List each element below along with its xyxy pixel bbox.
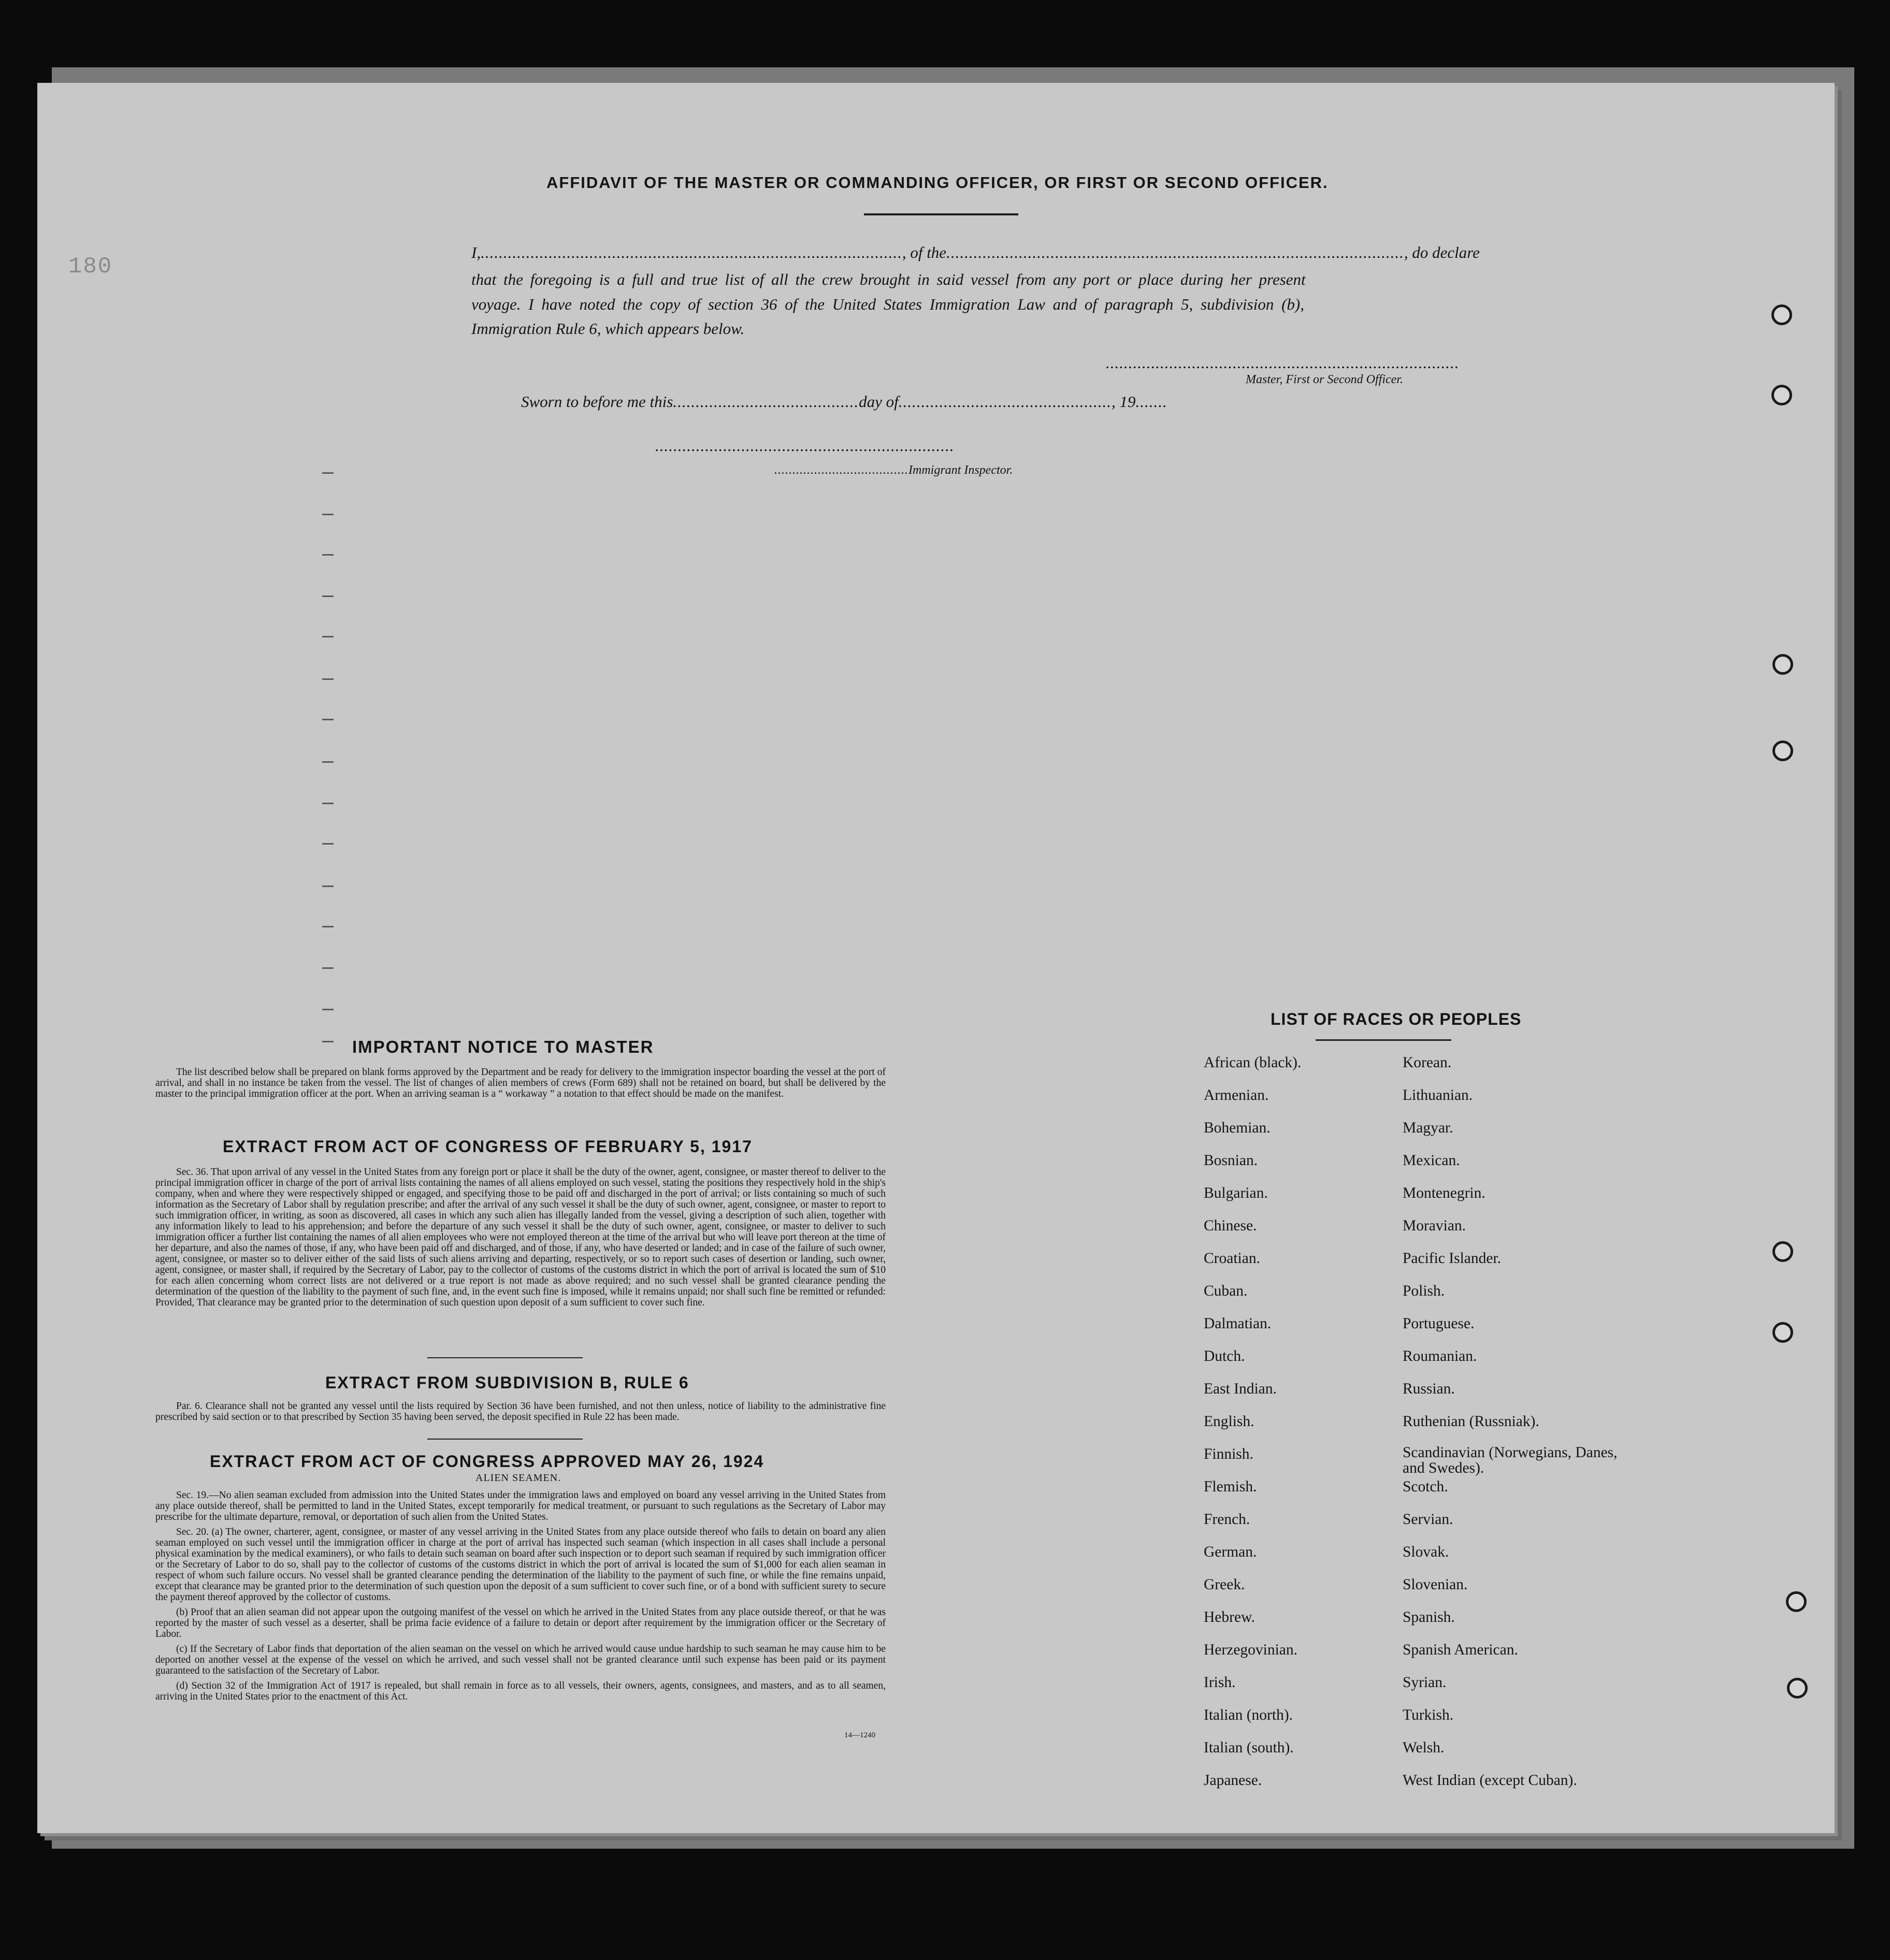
sworn-month-dotted-field: ............................................... xyxy=(898,393,1112,411)
sworn-line xyxy=(521,393,1167,411)
notice-paragraph xyxy=(155,1067,886,1099)
section-divider xyxy=(427,1357,583,1358)
race-item: Japanese. xyxy=(1204,1772,1262,1789)
race-item: Greek. xyxy=(1204,1576,1245,1593)
race-item: Magyar. xyxy=(1403,1120,1453,1136)
section-36-text: Sec. 36. That upon arrival of any vessel in the United States from any foreign port or place it shall be the duty of the owner, agent, consignee, or master thereof to deliver to the principal immigration officer in charge of the port of arrival lists containing the names of all aliens employed on such vessel, stating the positions they respectively hold in the ship's company, when and where they were respectively shipped or engaged, and specifying those to be paid off and discharged in the port of arrival; or lists containing so much of such information as the Secretary of Labor shall by regulation prescribe; and after the arrival of any such vessel it shall be the duty of such owner, agent, consignee, or master to report to such immigration officer, in writing, as soon as discovered, all cases in which any such alien has illegally landed from the vessel, giving a description of such alien, together with any information likely to lead to his apprehension; and before the departure of any such vessel it shall be the duty of such owner, agent, consignee, or master to deliver to such immigration officer a further list containing the names of all alien employees who were not employed thereon at the time of the arrival but who will leave port thereon at the time of her departure, and also the names of those, if any, who have been paid off and discharged, and of those, if any, who have deserted or landed; and in case of the failure of such owner, agent, consignee, or master so to deliver either of the said lists of such aliens arriving and departing, respectively, or so to report such cases of desertion or landing, such owner, agent, consignee, or master shall, if required by the Secretary of Labor, pay to the collector of customs of the customs district in which the port of arrival is located the sum of $10 for each alien concerning whom correct lists are not delivered or a true report is not made as above required; and no such vessel shall be granted clearance pending the determination of the question of the liability to the payment of such fine, and, in the event such fine is imposed, while it remains unpaid; nor shall such fine be remitted or refunded: Provided, That clearance may be granted prior to the determination of such question upon deposit of a sum sufficient to cover such fine. xyxy=(155,1167,886,1308)
title-underline xyxy=(864,213,1018,215)
race-item: Herzegovinian. xyxy=(1204,1642,1298,1658)
race-item: Dutch. xyxy=(1204,1348,1245,1364)
affidavit-body-line-3: voyage. I have noted the copy of section 36 of the United States Immigration Law and of paragraph 5, subdivision (b), xyxy=(471,295,1304,313)
extract-1917-paragraph xyxy=(155,1167,886,1308)
race-item: Servian. xyxy=(1403,1511,1453,1528)
race-item: Irish. xyxy=(1204,1674,1236,1691)
race-item: Hebrew. xyxy=(1204,1609,1255,1625)
race-item: Moravian. xyxy=(1403,1217,1466,1234)
affidavit-do-declare: , do declare xyxy=(1404,243,1480,262)
section-divider xyxy=(427,1439,583,1440)
extract-1917-title: EXTRACT FROM ACT OF CONGRESS OF FEBRUARY 5, 1917 xyxy=(223,1137,753,1156)
race-item: Polish. xyxy=(1403,1283,1445,1299)
affidavit-i: I, xyxy=(471,243,481,262)
section-20c-text: (c) If the Secretary of Labor finds that deportation of the alien seaman on the vessel on which he arrived would cause undue hardship to such seaman he may cause him to be deported on another vessel at the expense of the vessel on which he arrived, and such vessel shall not be granted clearance until such expense has been paid or its payment guaranteed to the satisfaction of the Secretary of Labor. xyxy=(155,1644,886,1676)
race-item: Bohemian. xyxy=(1204,1120,1271,1136)
year-text: , 19 xyxy=(1111,393,1136,411)
race-item: Slovak. xyxy=(1403,1544,1449,1560)
race-item: Mexican. xyxy=(1403,1152,1460,1169)
race-item: Dalmatian. xyxy=(1204,1315,1272,1332)
section-20b-text: (b) Proof that an alien seaman did not appear upon the outgoing manifest of the vessel on which he arrived in the United States from any place outside thereof, or that he was reported by the master of such vessel as a deserter, shall be prima facie evidence of a failure to detain or deport after requirement by the immigration officer or the Secretary of Labor. xyxy=(155,1607,886,1639)
race-item: Russian. xyxy=(1403,1381,1455,1397)
race-item: Italian (south). xyxy=(1204,1739,1294,1756)
race-item: Korean. xyxy=(1403,1054,1452,1071)
race-item: Slovenian. xyxy=(1403,1576,1468,1593)
race-item: English. xyxy=(1204,1413,1254,1430)
notice-text: The list described below shall be prepared on blank forms approved by the Department and be ready for delivery to the immigration inspector boarding the vessel at the port of arrival, and shall in no instance be taken from the vessel. The list of changes of alien members of crews (Form 689) shall not be retained on board, but shall be delivered by the master to the principal immigration officer at the port. When an arriving seaman is a “ workaway ” a notation to that effect should be made on the manifest. xyxy=(155,1067,886,1099)
vessel-dotted-field: ..................................................................................................... xyxy=(946,243,1404,262)
race-item: Finnish. xyxy=(1204,1446,1253,1462)
race-item: African (black). xyxy=(1204,1054,1302,1071)
inspector-dotted-prefix: ..................................... xyxy=(774,463,908,477)
race-item: Pacific Islander. xyxy=(1403,1250,1502,1267)
binder-hole-icon xyxy=(1772,1322,1793,1343)
race-item: West Indian (except Cuban). xyxy=(1403,1772,1577,1789)
affidavit-declaration-line xyxy=(471,243,1480,262)
races-title-underline xyxy=(1316,1039,1451,1041)
binder-hole-icon xyxy=(1787,1678,1808,1698)
race-item: Croatian. xyxy=(1204,1250,1260,1267)
day-of-text: day of xyxy=(859,393,899,411)
section-19-text: Sec. 19.—No alien seaman excluded from admission into the United States under the immigration laws and employed on board any vessel arriving in the United States from any place outside thereof, shall be permitted to land in the United States, except temporarily for medical treatment, or pursuant to such regulations as the Secretary of Labor may prescribe for the ultimate departure, removal, or deportation of such alien from the United States. xyxy=(155,1490,886,1522)
extract-1924-paragraphs xyxy=(155,1490,886,1702)
sworn-day-dotted-field: ......................................... xyxy=(673,393,859,411)
binder-hole-icon xyxy=(1786,1591,1807,1612)
alien-seamen-subtitle: ALIEN SEAMEN. xyxy=(475,1472,561,1484)
inspector-signature-dotted-field: .................................................................. xyxy=(655,437,955,455)
extract-rule6-title: EXTRACT FROM SUBDIVISION B, RULE 6 xyxy=(325,1373,689,1392)
race-item: Welsh. xyxy=(1403,1739,1445,1756)
binder-hole-icon xyxy=(1772,1241,1793,1262)
sworn-text: Sworn to before me this xyxy=(521,393,673,411)
binder-hole-icon xyxy=(1771,304,1792,325)
extract-1924-title: EXTRACT FROM ACT OF CONGRESS APPROVED MAY 26, 1924 xyxy=(210,1452,764,1471)
race-item: Chinese. xyxy=(1204,1217,1257,1234)
race-item: Scotch. xyxy=(1403,1478,1448,1495)
race-item: Scandinavian (Norwegians, Danes, and Swedes). xyxy=(1403,1444,1618,1476)
paragraph-6-text: Par. 6. Clearance shall not be granted any vessel until the lists required by Section 36 have been furnished, and not then unless, notice of liability to the administrative fine prescribed by said section or to that prescribed by Section 35 having been served, the deposit specified in Rule 22 has been made. xyxy=(155,1401,886,1422)
race-item: Turkish. xyxy=(1403,1707,1454,1723)
affidavit-body-line-4: Immigration Rule 6, which appears below. xyxy=(471,320,745,338)
race-item: Roumanian. xyxy=(1403,1348,1477,1364)
race-item: Armenian. xyxy=(1204,1087,1269,1104)
section-20a-text: Sec. 20. (a) The owner, charterer, agent, consignee, or master of any vessel arriving in the United States from any place outside thereof who fails to detain on board any alien seaman employed on such vessel until the immigration officer in charge at the port of arrival has inspected such seaman (which inspection in all cases shall include a personal physical examination by the medical examiners), or who fails to detain such seaman on board after such inspection or to deport such seaman if required by such immigration officer or the Secretary of Labor to do so, shall pay to the collector of customs of the customs district in which the port of arrival is located the sum of $1,000 for each alien seaman in respect of whom such failure occurs. No vessel shall be granted clearance pending the determination of the liability to the payment of such fine, or while the fine remains unpaid, except that clearance may be granted prior to the determination of such question upon the deposit of a sum sufficient to cover such fine, or of a bond with sufficient surety to secure the payment thereof approved by the collector of customs. xyxy=(155,1527,886,1603)
race-item: Bulgarian. xyxy=(1204,1185,1268,1201)
race-item: Lithuanian. xyxy=(1403,1087,1473,1104)
race-item: Spanish American. xyxy=(1403,1642,1518,1658)
races-right-column xyxy=(1403,1053,1641,1804)
inspector-caption: Immigrant Inspector. xyxy=(908,463,1013,477)
signature-caption: Master, First or Second Officer. xyxy=(1246,373,1403,386)
name-dotted-field: ............................................................................................. xyxy=(481,243,902,262)
race-item: French. xyxy=(1204,1511,1250,1528)
race-item: East Indian. xyxy=(1204,1381,1277,1397)
binder-hole-icon xyxy=(1772,741,1793,761)
binder-hole-icon xyxy=(1772,654,1793,675)
section-20d-text: (d) Section 32 of the Immigration Act of 1917 is repealed, but shall remain in force as to all vessels, their owners, agents, consignees, and masters, and as to all seamen, arriving in the United States prior to the enactment of this Act. xyxy=(155,1680,886,1702)
race-item: Portuguese. xyxy=(1403,1315,1475,1332)
race-item: Cuban. xyxy=(1204,1283,1248,1299)
race-item: Bosnian. xyxy=(1204,1152,1258,1169)
race-item: Montenegrin. xyxy=(1403,1185,1485,1201)
affidavit-title: AFFIDAVIT OF THE MASTER OR COMMANDING OFFICER, OR FIRST OR SECOND OFFICER. xyxy=(546,173,1329,192)
race-item: Ruthenian (Russniak). xyxy=(1403,1413,1539,1430)
race-item: Flemish. xyxy=(1204,1478,1257,1495)
form-number: 14—1240 xyxy=(844,1731,875,1739)
inspector-line xyxy=(774,463,1013,477)
sworn-year-dotted-field: ....... xyxy=(1135,393,1167,411)
race-item: Syrian. xyxy=(1403,1674,1447,1691)
races-title: LIST OF RACES OR PEOPLES xyxy=(1271,1010,1522,1028)
notice-title: IMPORTANT NOTICE TO MASTER xyxy=(352,1037,654,1056)
bleed-through-number: 180 xyxy=(68,254,113,280)
signature-dotted-field: .............................................................................. xyxy=(1106,354,1460,372)
extract-rule6-paragraph xyxy=(155,1401,886,1422)
race-item: Italian (north). xyxy=(1204,1707,1293,1723)
race-item: German. xyxy=(1204,1544,1257,1560)
binder-hole-icon xyxy=(1771,385,1792,405)
race-item: Spanish. xyxy=(1403,1609,1455,1625)
affidavit-body-line-2: that the foregoing is a full and true list of all the crew brought in said vessel from any port or place during her present xyxy=(471,270,1306,288)
races-left-column xyxy=(1204,1053,1301,1804)
affidavit-of-the: , of the xyxy=(902,243,947,262)
